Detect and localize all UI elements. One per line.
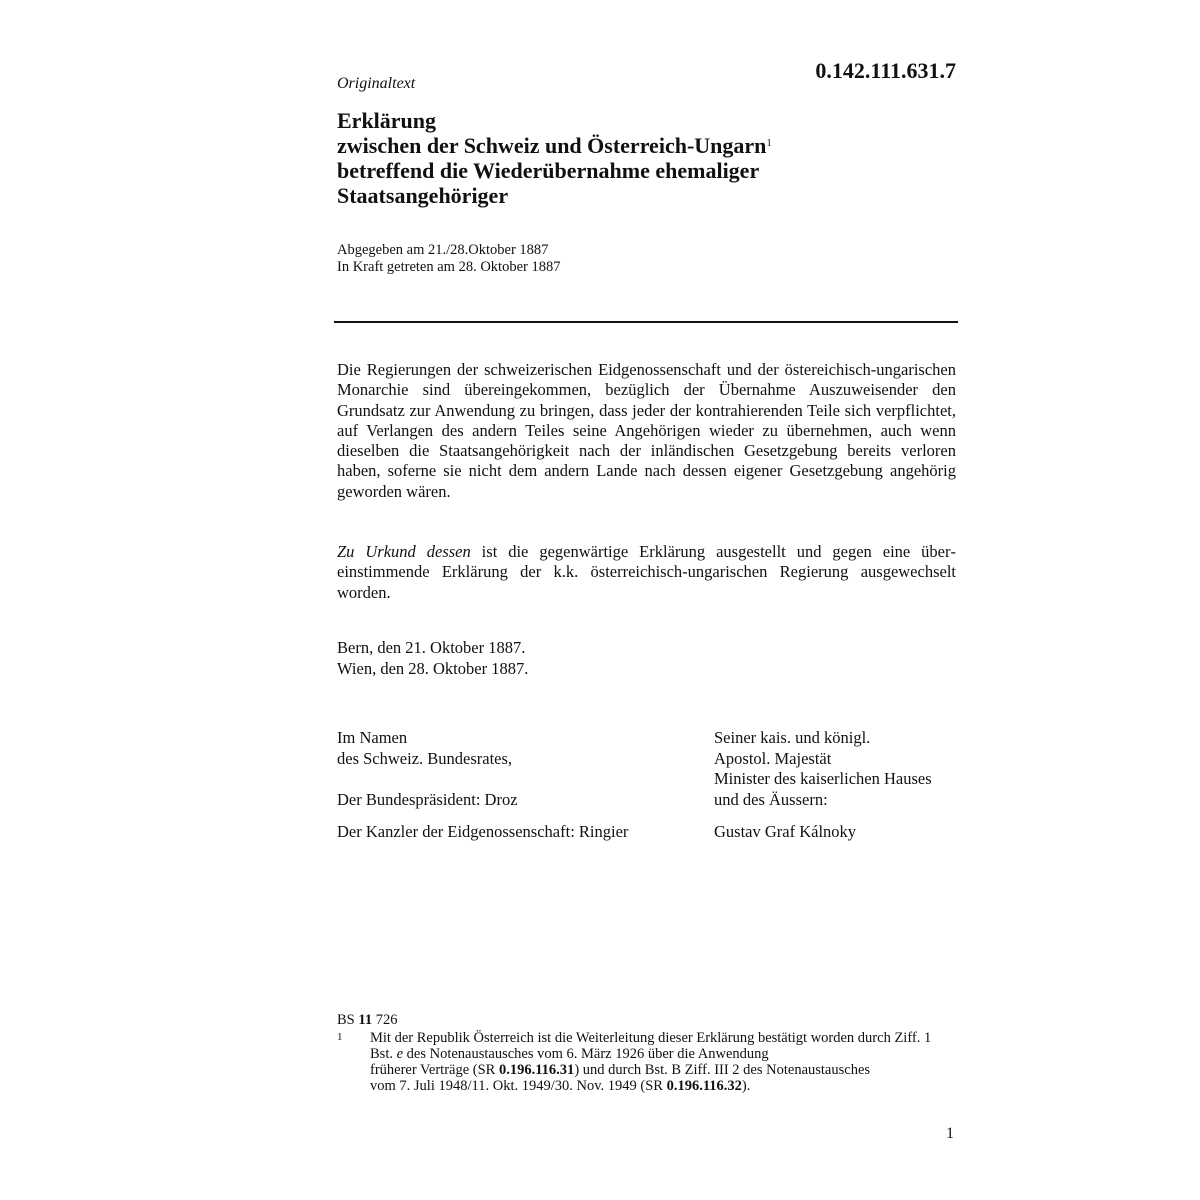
place-bern: Bern, den 21. Oktober 1887. — [337, 638, 526, 657]
bs-prefix: BS — [337, 1012, 355, 1028]
bs-page: 726 — [375, 1012, 398, 1028]
header-divider — [334, 321, 958, 323]
spacer — [337, 810, 697, 822]
bs-volume: 11 — [358, 1012, 373, 1028]
place-wien: Wien, den 28. Oktober 1887. — [337, 658, 529, 678]
signature-swiss — [337, 728, 697, 843]
paragraph-2-text: ist die gegenwärtige Erklärung ausgestellt und gegen eine übereinstimmende Erklärung der k.k. österreichisch-ungarischen Regierung ausgewechselt worden. — [337, 542, 956, 602]
spacer — [714, 810, 974, 822]
footnote-text-part: ) und durch Bst. B Ziff. III 2 des Notenaustausches — [574, 1062, 871, 1078]
sig-right-line-2: Apostol. Majestät — [714, 748, 832, 768]
sr-number: 0.142.111.631.7 — [815, 58, 956, 83]
title-line-4: Staatsangehöriger — [337, 183, 509, 208]
urkund-phrase: Zu Urkund dessen — [337, 542, 471, 561]
footnote-text-part: ). — [741, 1078, 751, 1094]
issued-date: Abgegeben am 21./28.Oktober 1887 — [337, 242, 549, 258]
sr-reference-link[interactable]: 0.196.116.31 — [498, 1062, 575, 1078]
in-force-date: In Kraft getreten am 28. Oktober 1887 — [337, 259, 561, 275]
footnote-italic: e — [396, 1046, 404, 1062]
sr-reference-link[interactable]: 0.196.116.32 — [666, 1078, 742, 1094]
footnote-area — [337, 1012, 957, 1094]
sig-right-minister: Gustav Graf Kálnoky — [714, 822, 857, 841]
sig-left-line-2: des Schweiz. Bundesrates, — [337, 748, 513, 768]
sig-right-line-1: Seiner kais. und königl. — [714, 728, 871, 747]
sig-left-chancellor: Der Kanzler der Eidgenossenschaft: Ringier — [337, 822, 629, 841]
footnote-text-part: früherer Verträge (SR — [370, 1062, 499, 1078]
footnote-mark: 1 — [337, 1031, 343, 1043]
footnote-text-part: Mit der Republik Österreich ist die Weiterleitung dieser Erklärung bestätigt worden durch Ziff. 1 Bst. — [370, 1030, 932, 1062]
title-line-3: betreffend die Wiederübernahme ehemaliger — [337, 158, 760, 183]
body-paragraph-1: Die Regierungen der schweizerischen Eidgenossenschaft und der östereichisch-ungarischen Monarchie sind übereingekommen, bezüglich der Übernahme Auszuweisender den Grundsatz zur Anwendung zu bringen, dass jeder der kontrahierenden Teile sich verpflichtet, auf Verlangen des andern Teiles seine Angehörigen wieder zu übernehmen, auch wenn dieselben die Staatsangehörigkeit nach der inländischen Gesetzgebung bereits verloren haben, soferne sie nicht dem andern Lande nach dessen eigener Gesetzgebung angehörig geworden wären. — [337, 360, 956, 501]
footnote-1 — [337, 1030, 957, 1094]
sig-right-line-4: und des Äussern: — [714, 789, 828, 809]
title-footnote-ref[interactable]: 1 — [766, 137, 772, 149]
originaltext-label: Originaltext — [337, 75, 416, 92]
bs-reference — [337, 1012, 957, 1028]
footnote-text-part: vom 7. Juli 1948/11. Okt. 1949/30. Nov. 1949 (SR — [370, 1078, 667, 1094]
footnote-text — [370, 1030, 957, 1094]
dates-block — [337, 242, 560, 276]
sig-right-line-3: Minister des kaiserlichen Hauses — [714, 769, 932, 788]
spacer — [337, 769, 697, 790]
title-line-1: Erklärung — [337, 108, 437, 133]
page-number: 1 — [946, 1125, 954, 1142]
title-line-2: zwischen der Schweiz und Österreich-Ungarn — [337, 133, 767, 158]
document-title — [337, 108, 957, 208]
signature-austria — [714, 728, 974, 843]
sig-left-line-1: Im Namen — [337, 728, 408, 747]
footnote-text-part: des Notenaustausches vom 6. März 1926 über die Anwendung — [403, 1046, 769, 1062]
body-paragraph-2 — [337, 542, 956, 603]
sig-left-president: Der Bundespräsident: Droz — [337, 789, 518, 809]
place-date-block — [337, 638, 528, 679]
